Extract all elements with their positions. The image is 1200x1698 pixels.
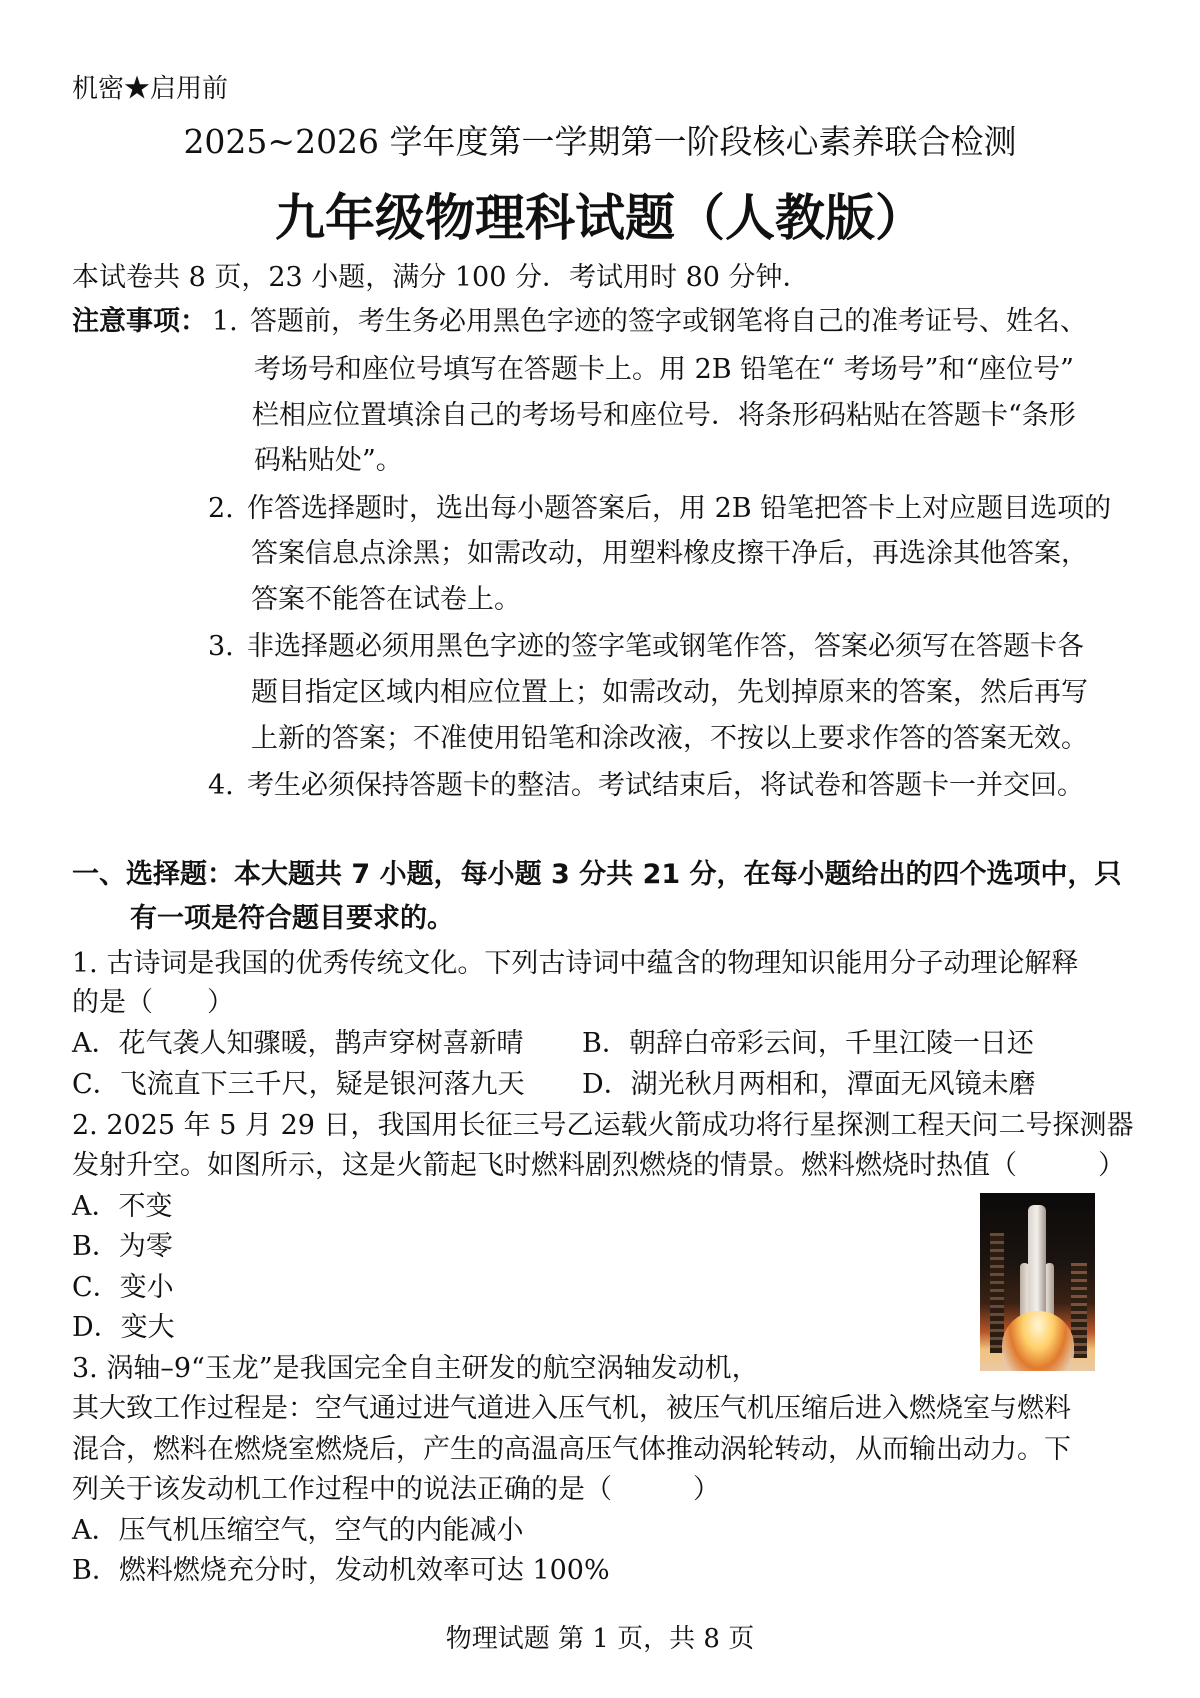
question-1-option-b: B．朝辞白帝彩云间，千里江陵一日还 xyxy=(582,1028,1034,1059)
question-3-stem-cont: 列关于该发动机工作过程中的说法正确的是（ ） xyxy=(72,1474,720,1505)
note-line: 题目指定区域内相应位置上；如需改动，先划掉原来的答案，然后再写 xyxy=(251,677,1088,708)
rocket-booster xyxy=(1045,1263,1054,1318)
question-3-stem: 3. 涡轴–9“玉龙”是我国完全自主研发的航空涡轴发动机， xyxy=(72,1353,759,1384)
question-3-option-a: A．压气机压缩空气，空气的内能减小 xyxy=(72,1515,524,1546)
note-number: 1. xyxy=(212,306,238,337)
note-line: 考生必须保持答题卡的整洁。考试结束后，将试卷和答题卡一并交回。 xyxy=(247,770,1084,801)
question-2-stem-cont: 发射升空。如图所示，这是火箭起飞时燃料剧烈燃烧的情景。燃料燃烧时热值（ ） xyxy=(72,1150,1125,1181)
note-line: 非选择题必须用黑色字迹的签字笔或钢笔作答，答案必须写在答题卡各 xyxy=(247,631,1084,662)
section-heading-cont: 有一项是符合题目要求的。 xyxy=(130,903,454,934)
note-number: 2. xyxy=(208,493,234,524)
question-1-stem-cont: 的是（ ） xyxy=(72,987,234,1018)
question-3-stem-cont: 混合，燃料在燃烧室燃烧后，产生的高温高压气体推动涡轮转动，从而输出动力。下 xyxy=(72,1434,1071,1465)
rocket-launch-photo xyxy=(980,1193,1095,1371)
launch-tower xyxy=(990,1233,1004,1353)
note-line: 码粘贴处”。 xyxy=(254,445,403,476)
notes-label: 注意事项： xyxy=(72,306,207,337)
question-2-option-b: B．为零 xyxy=(72,1231,173,1262)
question-2-option-c: C．变小 xyxy=(72,1272,174,1303)
page-title: 九年级物理科试题（人教版） xyxy=(275,189,925,247)
note-line: 上新的答案；不准使用铅笔和涂改液，不按以上要求作答的答案无效。 xyxy=(251,723,1088,754)
question-1-option-c: C．飞流直下三千尺，疑是银河落九天 xyxy=(72,1069,525,1100)
note-line: 答案不能答在试卷上。 xyxy=(251,584,521,615)
question-1-stem: 1. 古诗词是我国的优秀传统文化。下列古诗词中蕴含的物理知识能用分子动理论解释 xyxy=(72,948,1079,979)
note-line: 栏相应位置填涂自己的考场号和座位号．将条形码粘贴在答题卡“条形 xyxy=(252,400,1076,431)
question-2-stem: 2. 2025 年 5 月 29 日，我国用长征三号乙运载火箭成功将行星探测工程天问二号探测器 xyxy=(72,1110,1134,1141)
note-line: 答题前，考生务必用黑色字迹的签字或钢笔将自己的准考证号、姓名、 xyxy=(250,306,1087,337)
section-heading: 一、选择题：本大题共 7 小题，每小题 3 分共 21 分，在每小题给出的四个选项中，只 xyxy=(72,859,1122,890)
note-line: 考场号和座位号填写在答题卡上。用 2B 铅笔在“ 考场号”和“座位号” xyxy=(254,354,1074,385)
note-line: 答案信息点涂黑；如需改动，用塑料橡皮擦干净后，再选涂其他答案， xyxy=(251,538,1088,569)
page-footer: 物理试题 第 1 页，共 8 页 xyxy=(445,1624,755,1654)
note-line: 作答选择题时，选出每小题答案后，用 2B 铅笔把答卡上对应题目选项的 xyxy=(247,493,1112,524)
rocket-flame xyxy=(1002,1311,1074,1371)
question-3-option-b: B．燃料燃烧充分时，发动机效率可达 100% xyxy=(72,1555,610,1586)
question-1-option-d: D．湖光秋月两相和，潭面无风镜未磨 xyxy=(582,1069,1036,1100)
exam-name: 2025~2026 学年度第一学期第一阶段核心素养联合检测 xyxy=(183,122,1017,161)
confidential-label: 机密★启用前 xyxy=(72,74,229,104)
note-number: 3. xyxy=(208,631,234,662)
question-2-option-a: A．不变 xyxy=(72,1191,173,1222)
question-2-option-d: D．变大 xyxy=(72,1312,175,1343)
note-number: 4. xyxy=(208,770,234,801)
rocket-body xyxy=(1028,1205,1046,1315)
question-3-stem-cont: 其大致工作过程是：空气通过进气道进入压气机，被压气机压缩后进入燃烧室与燃料 xyxy=(72,1393,1071,1424)
question-1-option-a: A．花气袭人知骤暖，鹊声穿树喜新晴 xyxy=(72,1028,524,1059)
paper-info: 本试卷共 8 页，23 小题，满分 100 分．考试用时 80 分钟． xyxy=(72,262,810,293)
